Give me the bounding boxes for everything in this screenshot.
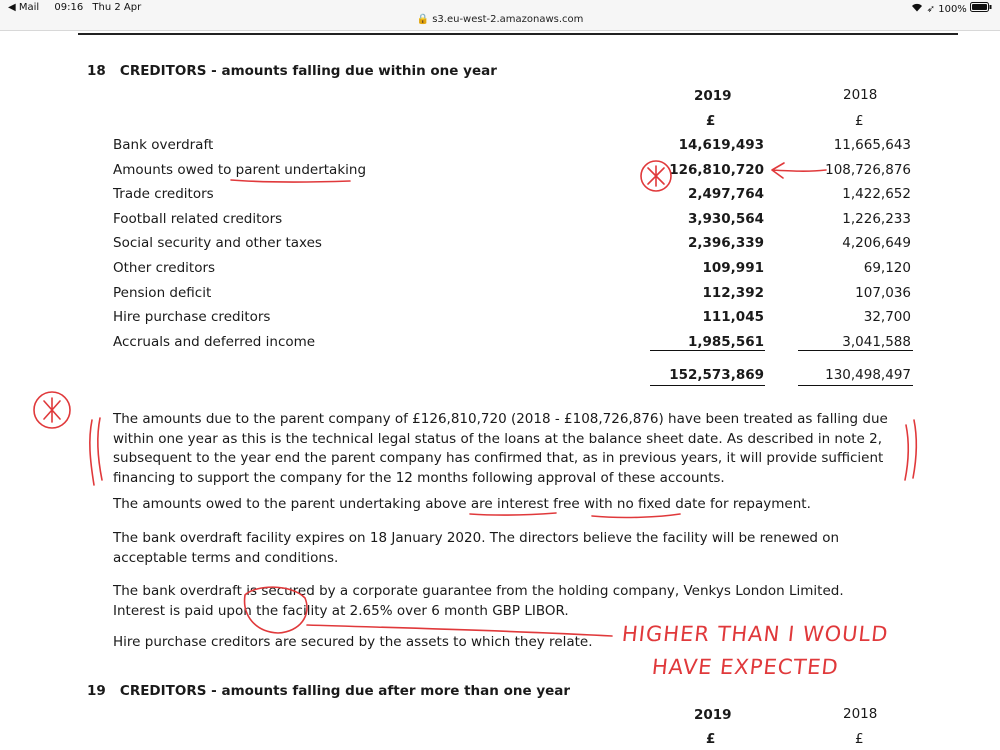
row-value-2018: 3,041,588 (842, 333, 911, 350)
handwritten-note-line-1: HIGHER THAN I WOULD (620, 622, 890, 646)
currency-2019: £ (706, 113, 716, 129)
battery-percent: 100% (938, 4, 967, 15)
underline-no-fixed-date (592, 514, 680, 517)
handwritten-note-line-2: HAVE EXPECTED (650, 655, 840, 679)
paragraph-overdraft-expiry: The bank overdraft facility expires on 18 January 2020. The directors believe the facility will be renewed on acceptable terms and conditions. (113, 530, 840, 566)
row-value-2018: 11,665,643 (833, 137, 911, 153)
subtotal-rule-2019 (650, 350, 765, 351)
row-label: Other creditors (113, 260, 216, 276)
paragraph-hire-purchase: Hire purchase creditors are secured by the assets to which they relate. (113, 634, 593, 650)
total-2018: 130,498,497 (825, 367, 911, 383)
row-value-2018: 32,700 (863, 309, 911, 326)
note-18-title: CREDITORS - amounts falling due within one year (119, 63, 497, 79)
underline-parent-undertaking (231, 180, 350, 182)
circled-star-mark-margin (34, 392, 70, 428)
col-header-2019: 2019 (694, 88, 732, 104)
page-top-rule (78, 33, 958, 35)
row-value-2019: 112,392 (702, 284, 764, 301)
back-app-label: Mail (18, 2, 40, 13)
row-label: Hire purchase creditors (113, 309, 271, 326)
row-value-2019: 14,619,493 (678, 137, 764, 153)
note-19-title: CREDITORS - amounts falling due after more than one year (119, 683, 571, 699)
row-value-2018: 1,226,233 (842, 210, 911, 227)
row-value-2018: 69,120 (863, 260, 911, 276)
row-label: Football related creditors (113, 210, 283, 227)
row-value-2018: 107,036 (855, 284, 911, 301)
row-label: Trade creditors (113, 186, 214, 203)
note-19-currency-2019: £ (706, 731, 716, 747)
status-time: 09:16 (54, 2, 84, 13)
lock-icon: 🔒 (416, 14, 430, 25)
note-19-heading (87, 683, 570, 699)
row-value-2018: 1,422,652 (842, 186, 911, 203)
star-strokes-row (648, 166, 664, 186)
status-left (8, 2, 147, 13)
left-margin-bracket (90, 418, 102, 485)
total-2019: 152,573,869 (669, 367, 764, 383)
note-19-number: 19 (87, 683, 106, 699)
paragraph-parent-loans: The amounts due to the parent company of £126,810,720 (2018 - £108,726,876) have been treated as falling due within one year as this is the technical legal status of the loans at the balance sheet date. As described in note 2, subsequent to the year end the parent company has confirmed that, as in previous years, it will provide sufficient financing to support the company for the 12 months following approval of these accounts. (113, 411, 888, 486)
row-value-2019: 111,045 (702, 309, 764, 326)
subtotal-rule-2018 (798, 350, 913, 351)
row-value-2018: 4,206,649 (842, 235, 911, 252)
row-value-2019: 2,396,339 (687, 235, 764, 252)
address-bar[interactable] (0, 14, 1000, 25)
row-value-2019: 2,497,764 (687, 186, 764, 203)
note-18-heading (87, 63, 497, 79)
row-label: Social security and other taxes (113, 235, 322, 252)
back-to-mail-link[interactable]: ◀ Mail (8, 2, 40, 13)
location-icon: ➶ (926, 4, 936, 15)
row-value-2018: 108,726,876 (825, 161, 911, 178)
row-value-2019: 126,810,720 (669, 161, 764, 178)
row-label: Amounts owed to parent undertaking (113, 161, 367, 178)
row-value-2019: 1,985,561 (687, 333, 764, 350)
col-header-2018: 2018 (843, 87, 878, 103)
total-rule-2019 (650, 385, 765, 386)
row-label: Pension deficit (113, 284, 212, 301)
row-label: Bank overdraft (113, 137, 214, 153)
total-rule-2018 (798, 385, 913, 386)
status-date: Thu 2 Apr (92, 2, 142, 13)
circled-star-mark-row (641, 161, 671, 191)
note-18-number: 18 (87, 63, 106, 79)
address-url: s3.eu-west-2.amazonaws.com (432, 14, 584, 25)
arrow-to-2019-value (772, 163, 826, 178)
note-19-col-2018: 2018 (843, 706, 878, 722)
status-bar (0, 0, 1000, 31)
note-19-col-2019: 2019 (694, 707, 732, 723)
row-label: Accruals and deferred income (113, 333, 316, 350)
paragraph-interest-free: The amounts owed to the parent undertaking above are interest free with no fixed date for repayment. (113, 496, 811, 512)
currency-2018: £ (855, 113, 864, 129)
paragraph-overdraft-security: The bank overdraft is secured by a corporate guarantee from the holding company, Venkys London Limited. Interest is paid upon the facility at 2.65% over 6 month GBP LIBOR. (113, 583, 844, 619)
star-strokes-margin (44, 398, 60, 422)
row-value-2019: 109,991 (702, 260, 764, 276)
row-value-2019: 3,930,564 (687, 210, 764, 227)
note-19-currency-2018: £ (855, 731, 864, 747)
